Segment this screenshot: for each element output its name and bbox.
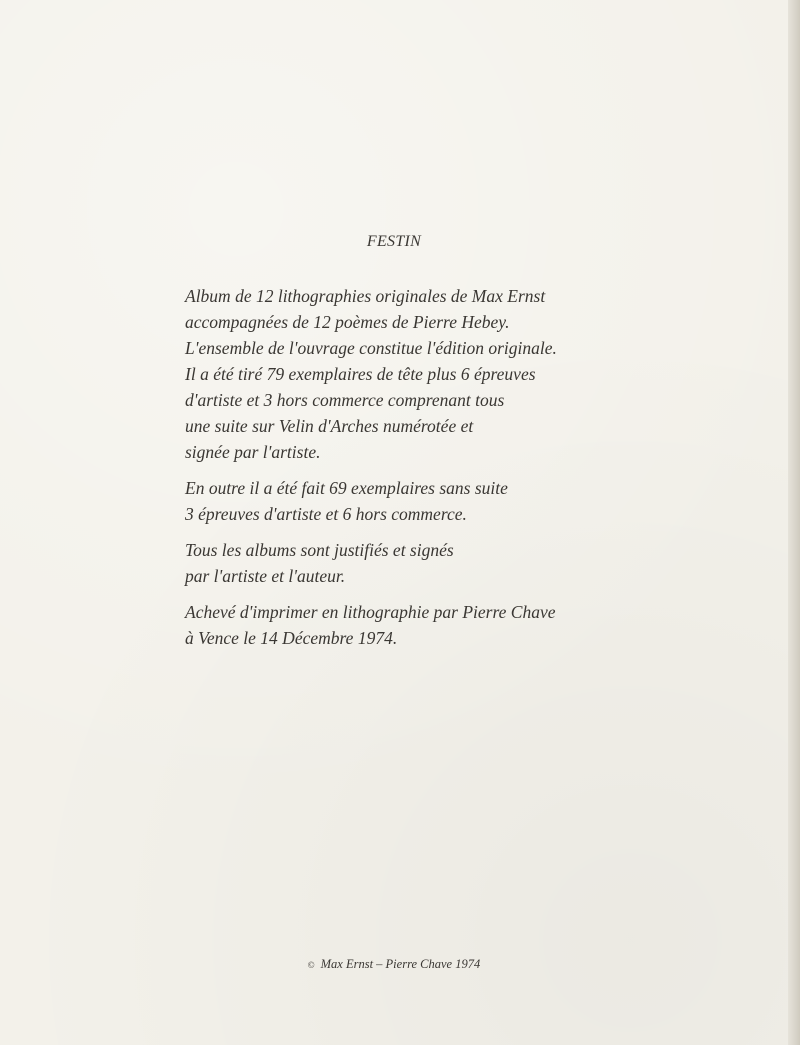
text-line: Album de 12 lithographies originales de Max Ernst (185, 286, 546, 306)
colophon-paragraph-signatures (185, 537, 625, 589)
text-line: Tous les albums sont justifiés et signés (185, 540, 454, 560)
copyright-symbol: © (307, 960, 315, 970)
colophon-paragraph-printing (185, 599, 625, 651)
text-line: Il a été tiré 79 exemplaires de tête plus 6 épreuves (185, 364, 536, 384)
text-line: une suite sur Velin d'Arches numérotée et (185, 416, 474, 436)
text-line: L'ensemble de l'ouvrage constitue l'édition originale. (185, 338, 557, 358)
copyright-text: Max Ernst – Pierre Chave 1974 (320, 957, 481, 971)
colophon-paragraph-additional (185, 475, 625, 527)
copyright-notice (0, 957, 788, 972)
text-line: En outre il a été fait 69 exemplaires sans suite (185, 478, 508, 498)
text-line: à Vence le 14 Décembre 1974. (185, 628, 398, 648)
text-line: 3 épreuves d'artiste et 6 hors commerce. (185, 504, 467, 524)
colophon-text (185, 283, 625, 651)
text-line: par l'artiste et l'auteur. (185, 566, 346, 586)
text-line: accompagnées de 12 poèmes de Pierre Hebey. (185, 312, 510, 332)
text-line: d'artiste et 3 hors commerce comprenant tous (185, 390, 505, 410)
text-line: signée par l'artiste. (185, 442, 321, 462)
page-title: FESTIN (366, 233, 422, 250)
page-edge (788, 0, 800, 1045)
colophon-paragraph-edition (185, 283, 625, 465)
text-line: Achevé d'imprimer en lithographie par Pierre Chave (185, 602, 556, 622)
